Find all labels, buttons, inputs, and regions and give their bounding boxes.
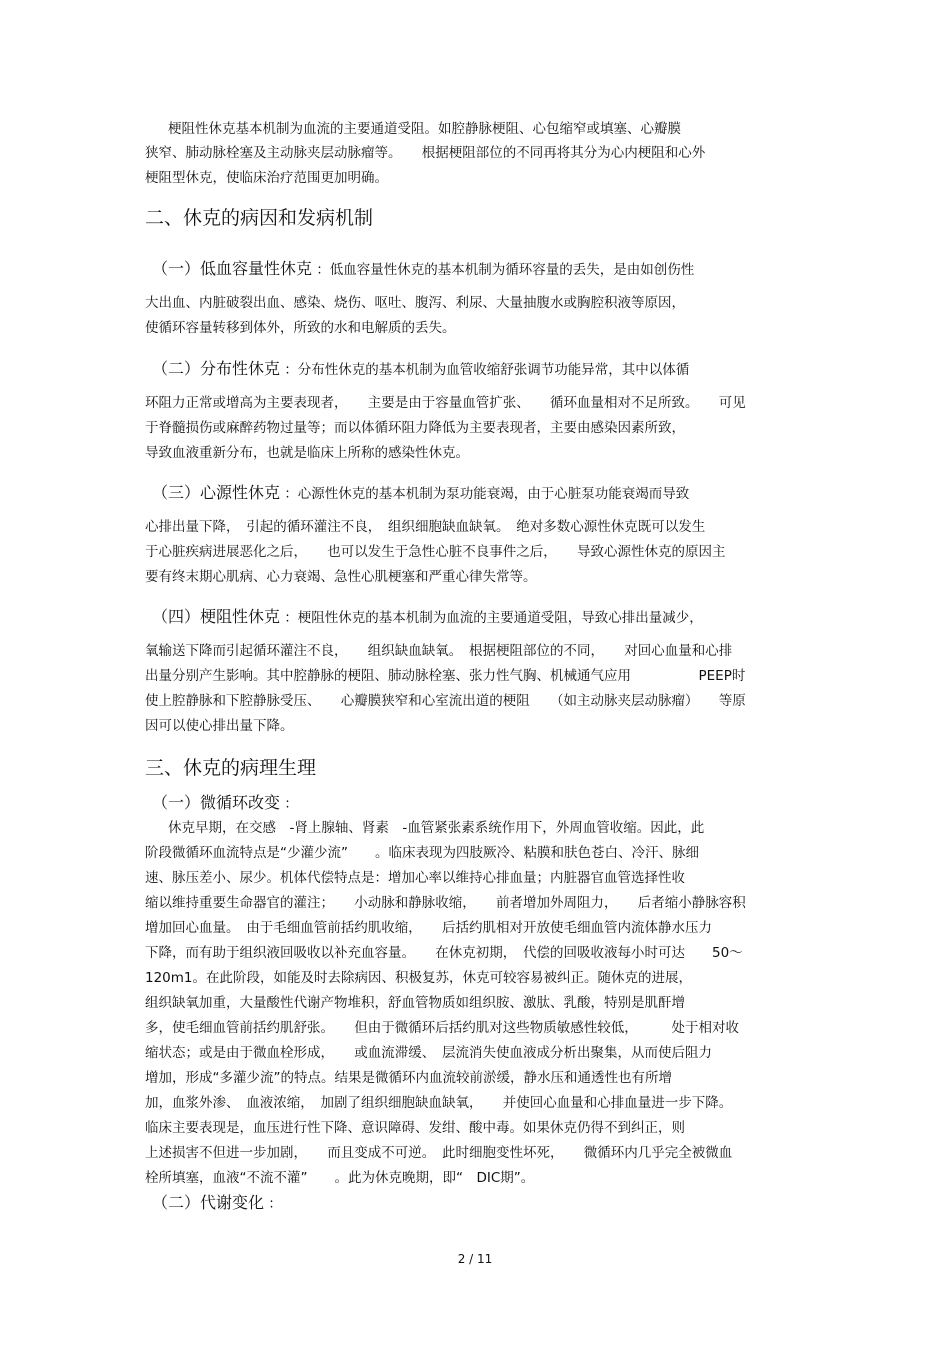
- body-line: 加，血浆外渗、 血液浓缩， 加剧了组织细胞缺血缺氧， 并使回心血量和心排血量进一步下降。: [145, 1095, 733, 1111]
- body-line: 速、脉压差小、尿少。机体代偿特点是：增加心率以维持心排血量；内脏器官血管选择性收: [145, 870, 685, 886]
- subsection-lead-text: ：心源性休克的基本机制为泵功能衰竭，由于心脏泵功能衰竭而导致: [284, 486, 690, 502]
- body-line: 氧输送下降而引起循环灌注不良， 组织缺血缺氧。 根据梗阻部位的不同， 对回心血量和心排: [145, 643, 733, 659]
- body-line: 环阻力正常或增高为主要表现者， 主要是由于容量血管扩张、 循环血量相对不足所致。 可见: [145, 395, 746, 411]
- body-line: 缩以维持重要生命器官的灌注； 小动脉和静脉收缩， 前者增加外周阻力， 后者缩小静脉容积: [145, 895, 746, 911]
- subsection-lead: [152, 1194, 282, 1213]
- body-line: 导致血液重新分布，也就是临床上所称的感染性休克。: [145, 445, 469, 461]
- subsection-title: （一）低血容量性休克: [152, 259, 313, 278]
- intro-line: 梗阻性休克基本机制为血流的主要通道受阻。如腔静脉梗阻、心包缩窄或填塞、心瓣膜: [168, 121, 681, 137]
- subsection-lead: [152, 360, 689, 379]
- body-line: 多，使毛细血管前括约肌舒张。 但由于微循环后括约肌对这些物质敏感性较低， 处于相对收: [145, 1020, 739, 1036]
- body-line: 使循环容量转移到体外，所致的水和电解质的丢失。: [145, 320, 456, 336]
- subsection-lead-text: ：梗阻性休克的基本机制为血流的主要通道受阻，导致心排出量减少，: [284, 610, 703, 626]
- intro-line: 梗阻型休克，使临床治疗范围更加明确。: [145, 170, 388, 186]
- subsection-colon: ：: [268, 1196, 282, 1212]
- body-line: 使上腔静脉和下腔静脉受压、 心瓣膜狭窄和心室流出道的梗阻 （如主动脉夹层动脉瘤） 等原: [145, 693, 746, 709]
- body-line: 出量分别产生影响。其中腔静脉的梗阻、肺动脉栓塞、张力性气胸、机械通气应用 PEEP时: [145, 668, 746, 684]
- body-line: 因可以使心排出量下降。: [145, 718, 294, 734]
- body-line: 心排出量下降， 引起的循环灌注不良， 组织细胞缺血缺氧。 绝对多数心源性休克既可以发生: [145, 519, 706, 535]
- subsection-lead: [152, 608, 703, 627]
- subsection-lead-text: ：分布性休克的基本机制为血管收缩舒张调节功能异常，其中以体循: [284, 362, 690, 378]
- page-number: 2 / 11: [457, 1252, 493, 1266]
- subsection-title: （四）梗阻性休克: [152, 607, 281, 626]
- subsection-colon: ：: [284, 796, 298, 812]
- section-heading: 三、休克的病理生理: [145, 757, 317, 779]
- subsection-lead: [152, 484, 689, 503]
- body-line: 于心脏疾病进展恶化之后， 也可以发生于急性心脏不良事件之后， 导致心源性休克的原因主: [145, 544, 726, 560]
- subsection-title: （一）微循环改变: [152, 793, 281, 812]
- body-line: 临床主要表现是，血压进行性下降、意识障碍、发绀、酸中毒。如果休克仍得不到纠正，则: [145, 1120, 685, 1136]
- body-line: 大出血、内脏破裂出血、感染、烧伤、呕吐、腹泻、利尿、大量抽腹水或胸腔积液等原因，: [145, 295, 685, 311]
- body-line: 增加，形成“多灌少流”的特点。结果是微循环内血流较前淤缓，静水压和通透性也有所增: [145, 1070, 672, 1086]
- subsection-lead: [152, 794, 298, 813]
- intro-line: 狭窄、肺动脉栓塞及主动脉夹层动脉瘤等。 根据梗阻部位的不同再将其分为心内梗阻和心外: [145, 145, 706, 161]
- body-line: 120m1。在此阶段，如能及时去除病因、积极复苏，休克可较容易被纠正。随休克的进展，: [145, 970, 693, 986]
- body-line: 阶段微循环血流特点是“少灌少流” 。临床表现为四肢厥冷、粘膜和肤色苍白、冷汗、脉细: [145, 845, 699, 861]
- subsection-title: （二）分布性休克: [152, 359, 281, 378]
- body-line: 要有终末期心肌病、心力衰竭、急性心肌梗塞和严重心律失常等。: [145, 569, 537, 585]
- body-line: 增加回心血量。 由于毛细血管前括约肌收缩， 后括约肌相对开放使毛细血管内流体静水压力: [145, 920, 712, 936]
- subsection-lead-text: ：低血容量性休克的基本机制为循环容量的丢失，是由如创伤性: [316, 262, 695, 278]
- body-line: 下降，而有助于组织液回吸收以补充血容量。 在休克初期， 代偿的回吸收液每小时可达 50～: [145, 945, 743, 961]
- body-line: 休克早期，在交感 -肾上腺轴、肾素 -血管紧张素系统作用下，外周血管收缩。因此，此: [168, 820, 705, 836]
- body-line: 缩状态；或是由于微血栓形成， 或血流滞缓、 层流消失使血液成分析出聚集，从而使后阻力: [145, 1045, 712, 1061]
- subsection-title: （二）代谢变化: [152, 1193, 265, 1212]
- subsection-lead: [152, 260, 694, 279]
- body-line: 栓所填塞，血液“不流不灌” 。此为休克晚期，即“ DIC期”。: [145, 1170, 535, 1186]
- body-line: 组织缺氧加重，大量酸性代谢产物堆积，舒血管物质如组织胺、激肽、乳酸，特别是肌酐增: [145, 995, 685, 1011]
- body-line: 上述损害不但进一步加剧， 而且变成不可逆。 此时细胞变性坏死， 微循环内几乎完全被微血: [145, 1145, 733, 1161]
- body-line: 于脊髓损伤或麻醉药物过量等；而以体循环阻力降低为主要表现者，主要由感染因素所致，: [145, 420, 685, 436]
- section-heading: 二、休克的病因和发病机制: [145, 207, 374, 229]
- subsection-title: （三）心源性休克: [152, 483, 281, 502]
